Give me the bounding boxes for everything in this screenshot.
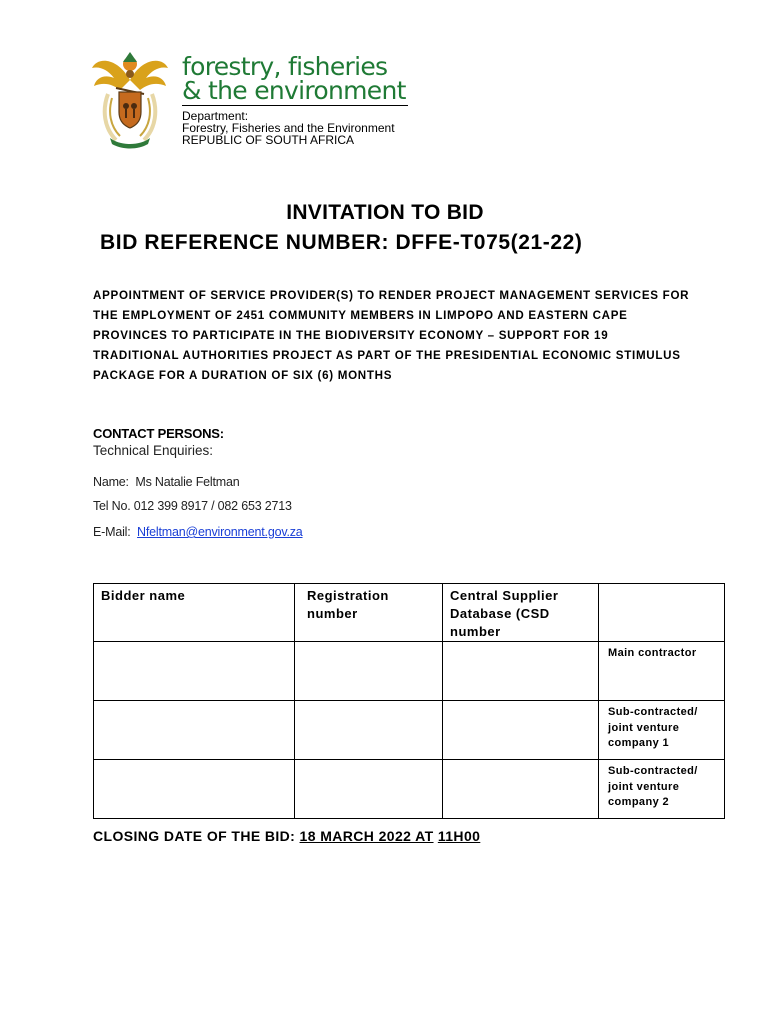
contact-tel-line [93, 499, 292, 513]
tel-label: Tel No. [93, 499, 131, 513]
bid-description: APPOINTMENT OF SERVICE PROVIDER(S) TO RENDER PROJECT MANAGEMENT SERVICES FOR THE EMPLOYMENT OF 2451 COMMUNITY MEMBERS IN LIMPOPO AND EASTERN CAPE PROVINCES TO PARTICIPATE IN THE BIODIVERSITY ECONOMY – SUPPORT FOR 19 TRADITIONAL AUTHORITIES PROJECT AS PART OF THE PRESIDENTIAL ECONOMIC STIMULUS PACKAGE FOR A DURATION OF SIX (6) MONTHS [93, 289, 690, 382]
bidder-name-cell[interactable] [94, 701, 295, 760]
name-value: Ms Natalie Feltman [135, 475, 240, 489]
closing-time-value: 11H00 [437, 828, 481, 844]
registration-number-cell[interactable] [295, 760, 443, 819]
tel-value: 012 399 8917 / 082 653 2713 [133, 499, 292, 513]
table-header-row [94, 584, 725, 642]
document-title: INVITATION TO BID [286, 201, 484, 224]
brand-name-line1: forestry, fisheries [182, 52, 388, 81]
contact-name-line [93, 475, 239, 489]
table-row [94, 642, 725, 701]
header-bidder-name: Bidder name [94, 584, 295, 642]
contact-email-line [93, 525, 303, 539]
closing-date-label: CLOSING DATE OF THE BID: [93, 828, 296, 844]
technical-enquiries-label: Technical Enquiries: [93, 443, 214, 458]
bidder-name-cell[interactable] [94, 760, 295, 819]
row-label: Sub-contracted/ joint venture company 1 [599, 701, 725, 760]
bidder-table [93, 583, 725, 819]
country-name: REPUBLIC OF SOUTH AFRICA [182, 133, 355, 147]
bid-reference-number: BID REFERENCE NUMBER: DFFE-T075(21-22) [100, 231, 583, 254]
csd-number-cell[interactable] [443, 760, 599, 819]
contact-persons-heading: CONTACT PERSONS: [93, 426, 224, 441]
row-label: Main contractor [599, 642, 725, 701]
row-label: Sub-contracted/ joint venture company 2 [599, 760, 725, 819]
bidder-name-cell[interactable] [94, 642, 295, 701]
closing-date-value: 18 MARCH 2022 AT [299, 828, 434, 844]
department-name: Forestry, Fisheries and the Environment [182, 121, 395, 135]
header-csd-number: Central Supplier Database (CSD number [443, 584, 599, 642]
department-label: Department: [182, 109, 249, 123]
brand-name-line2: & the environment [182, 76, 406, 105]
email-label: E-Mail: [93, 525, 131, 539]
registration-number-cell[interactable] [295, 701, 443, 760]
coat-of-arms-logo [90, 50, 170, 150]
email-link[interactable]: Nfeltman@environment.gov.za [137, 525, 303, 539]
brand-divider [182, 105, 408, 106]
csd-number-cell[interactable] [443, 701, 599, 760]
table-row [94, 760, 725, 819]
csd-number-cell[interactable] [443, 642, 599, 701]
registration-number-cell[interactable] [295, 642, 443, 701]
closing-date [93, 828, 480, 844]
name-label: Name: [93, 475, 129, 489]
table-row [94, 701, 725, 760]
header-role [599, 584, 725, 642]
header-registration-number: Registration number [295, 584, 443, 642]
